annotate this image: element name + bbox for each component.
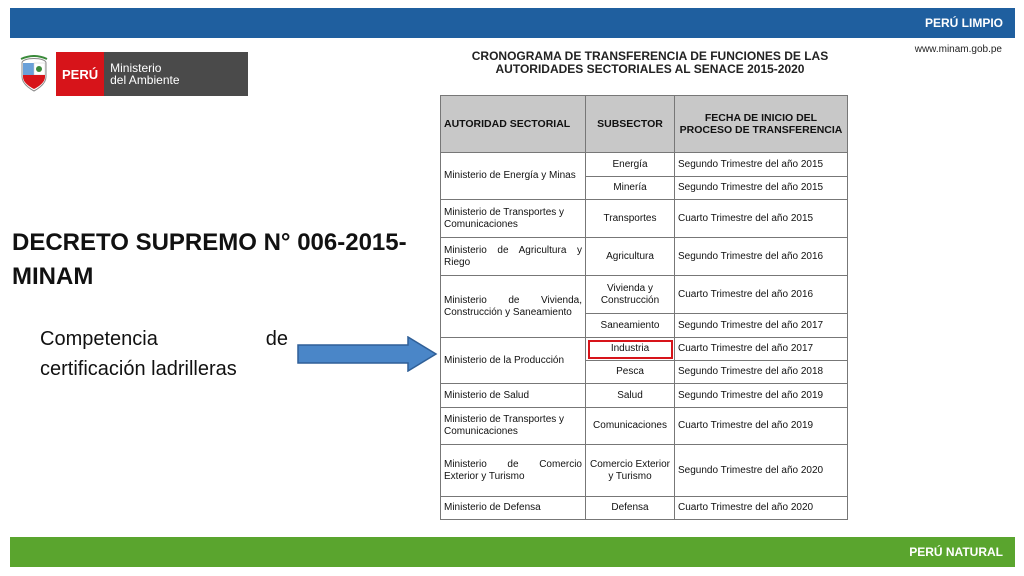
slide-title-line2: MINAM [12,263,94,290]
authority-cell: Ministerio de Transportes y Comunicaciones [441,408,586,445]
table-row [441,338,848,361]
date-cell: Cuarto Trimestre del año 2017 [675,338,848,361]
authority-cell: Ministerio de Comercio Exterior y Turismo [441,445,586,497]
subsector-cell-highlighted: Industria [586,338,675,361]
table-row [441,153,848,177]
authority-cell: Ministerio de Defensa [441,497,586,520]
table-row [441,200,848,238]
subsector-cell: Comercio Exterior y Turismo [586,445,675,497]
right-arrow-icon [296,336,438,372]
subsector-cell: Vivienda y Construcción [586,276,675,314]
subsector-cell: Energía [586,153,675,177]
date-cell: Segundo Trimestre del año 2018 [675,361,848,384]
slide-subtitle: Competencia de certificación ladrilleras [40,328,288,380]
slide-title [12,226,412,294]
table-row [441,276,848,314]
subsector-cell: Transportes [586,200,675,238]
coat-of-arms-icon [18,52,50,96]
subsector-cell: Defensa [586,497,675,520]
logo-country: PERÚ [56,52,104,96]
date-cell: Cuarto Trimestre del año 2020 [675,497,848,520]
date-cell: Segundo Trimestre del año 2017 [675,314,848,338]
website-url[interactable]: www.minam.gob.pe [914,44,1002,55]
logo-ministry [104,52,248,96]
header-subsector: SUBSECTOR [586,96,675,153]
transfer-schedule-table [440,95,848,520]
slide-title-line1: DECRETO SUPREMO N° 006-2015- [12,229,407,256]
date-cell: Segundo Trimestre del año 2019 [675,384,848,408]
table-row [441,445,848,497]
date-cell: Segundo Trimestre del año 2016 [675,238,848,276]
minam-logo [18,52,248,96]
authority-cell: Ministerio de Agricultura y Riego [441,238,586,276]
subsector-cell: Pesca [586,361,675,384]
date-cell: Cuarto Trimestre del año 2016 [675,276,848,314]
table-row [441,497,848,520]
subsector-cell: Comunicaciones [586,408,675,445]
footer-bar [10,537,1015,567]
logo-ministry-line1: Ministerio [110,61,162,75]
header-slogan: PERÚ LIMPIO [924,16,1003,30]
authority-cell: Ministerio de Transportes y Comunicaciones [441,200,586,238]
authority-cell: Ministerio de Vivienda, Construcción y Saneamiento [441,276,586,338]
authority-cell: Ministerio de la Producción [441,338,586,384]
table-title [450,50,850,76]
date-cell: Segundo Trimestre del año 2015 [675,153,848,177]
authority-cell: Ministerio de Energía y Minas [441,153,586,200]
subsector-cell: Salud [586,384,675,408]
logo-ministry-line2: del Ambiente [110,73,180,87]
header-authority: AUTORIDAD SECTORIAL [441,96,586,153]
date-cell: Segundo Trimestre del año 2020 [675,445,848,497]
footer-slogan: PERÚ NATURAL [909,545,1003,559]
date-cell: Segundo Trimestre del año 2015 [675,177,848,200]
date-cell: Cuarto Trimestre del año 2019 [675,408,848,445]
header-start-date: FECHA DE INICIO DEL PROCESO DE TRANSFERENCIA [675,96,848,153]
date-cell: Cuarto Trimestre del año 2015 [675,200,848,238]
header-bar [10,8,1015,38]
table-row [441,238,848,276]
table-row [441,384,848,408]
table-row [441,408,848,445]
subsector-cell: Agricultura [586,238,675,276]
authority-cell: Ministerio de Salud [441,384,586,408]
table-header-row [441,96,848,153]
subsector-cell: Saneamiento [586,314,675,338]
table-title-line2: AUTORIDADES SECTORIALES AL SENACE 2015-2020 [495,62,805,76]
table-title-line1: CRONOGRAMA DE TRANSFERENCIA DE FUNCIONES DE LAS [471,49,829,63]
subsector-cell: Minería [586,177,675,200]
